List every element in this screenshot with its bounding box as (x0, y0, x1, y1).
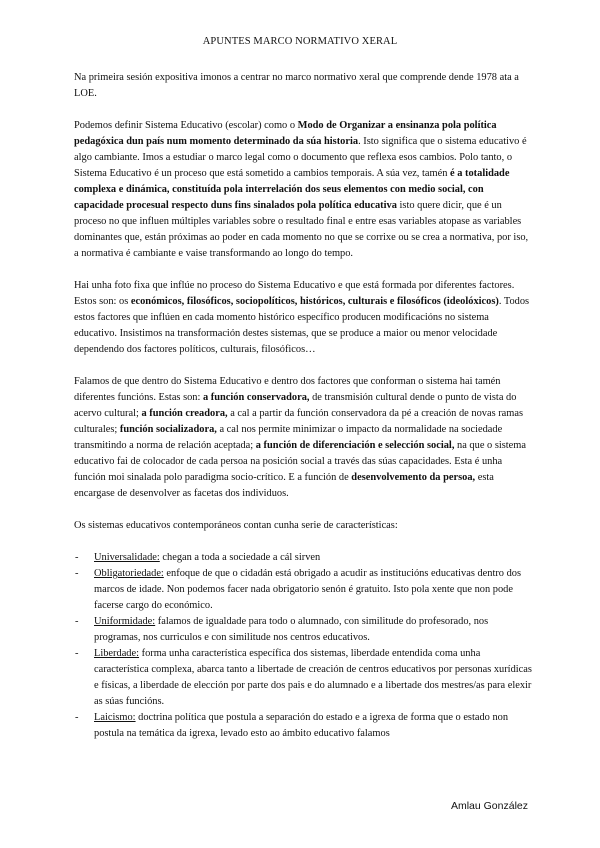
bold-run: a función de diferenciación e selección social, (255, 440, 455, 451)
text-run: de transmisión cultural dende o punto de vista do acervo cultural; (74, 392, 517, 419)
bold-run: función socializadora, (119, 424, 217, 435)
list-item-term: Uniformidade: (94, 616, 156, 627)
list-item (94, 710, 532, 742)
list-item (94, 646, 532, 710)
bold-run: é a totalidade complexa e dinámica, constituída pola interrelación dos seus elementos con medio social, con capacidade procesual respecto duns fins sinalados pola política educativa (74, 168, 510, 211)
list-item-term: Universalidade: (94, 552, 160, 563)
author-footer: Amlau González (450, 800, 528, 812)
list-item-text: enfoque de que o cidadán está obrigado a acudir as institucións educativas dentro dos marcos de idade. Non podemos facer nada obrigatorio senón é gratuito. Isto pola xente que non pode facerse cargo do económico. (94, 568, 522, 611)
bold-run: a función creadora, (141, 408, 228, 419)
page-title: APUNTES MARCO NORMATIVO XERAL (202, 36, 398, 47)
bold-run: desenvolvemento da persoa, (351, 472, 476, 483)
bold-run: a función conservadora, (203, 392, 310, 403)
text-run: Hai unha foto fixa que inflúe no proceso do Sistema Educativo e que está formada por diferentes factores. Estos son: os (74, 280, 515, 307)
text-run: . Isto significa que o sistema educativo é algo cambiante. Imos a estudiar o marco legal como o documento que reflexa esos cambios. Polo tanto, o Sistema Educativo é un proceso que está sometido a cambios temporais. A súa vez, tamén (74, 136, 527, 179)
text-run: Falamos de que dentro do Sistema Educativo e dentro dos factores que conforman o sistema hai tamén diferentes funcións. Estas son: (74, 376, 501, 403)
text-run: a cal a partir da función conservadora da pé a creación de novas ramas culturales; (74, 408, 524, 435)
list-item-text: falamos de igualdade para todo o alumnado, con similitude do profesorado, nos programas, nos curriculos e con similitude nos centros educativos. (94, 616, 489, 643)
text-run: a cal nos permite minimizar o impacto da normalidade na sociedade transmitindo a norma de relación aceptada; (74, 424, 503, 451)
bold-run: Modo de Organizar a ensinanza pola política pedagóxica dun país num momento determinado da súa historia (74, 120, 497, 147)
paragraph-factors (74, 278, 532, 358)
text-run: isto quere dicir, que é un proceso no que influen múltiples variables sobre o resultado final e entre esas variables atopase as variables dominantes que, están próximas ao poder en cada momento no que se corrixe ou se crea a normativa, por iso, a normativa é cambiante e vaise transformando ao longo do tempo. (74, 200, 529, 259)
paragraph-characteristics-intro: Os sistemas educativos contemporáneos contan cunha serie de características: (74, 520, 398, 531)
paragraph-definition (74, 118, 532, 262)
list-item (94, 614, 532, 646)
document-body (74, 70, 532, 742)
list-item-text: doctrina política que postula a separación do estado e a igrexa de forma que o estado non postula na temática da igrexa, levado esto ao ámbito educativo falamos (94, 712, 509, 739)
paragraph-intro: Na primeira sesión expositiva imonos a centrar no marco normativo xeral que comprende dende 1978 ata a LOE. (74, 72, 519, 99)
list-item-text: chegan a toda a sociedade a cál sirven (159, 552, 321, 563)
list-item-term: Obligatoriedade: (94, 568, 164, 579)
text-run: esta encargase de desenvolver as facetas dos individuos. (74, 472, 494, 499)
list-item-text: forma unha característica específica dos sistemas, liberdade entendida coma unha característica complexa, abarca tanto a libertade de creación de centros educativos por personas xurídicas e físicas, a liberdade de elección por parte dos pais e do alumnado e a libertade dos mestres/as para elexir as súas funcións. (94, 648, 532, 707)
list-item (94, 550, 532, 566)
text-run: na que o sistema educativo fai de colocador de cada persoa na posición social a través das súas capacidades. Esta é unha función moi sinalada polo paradigma socio-crítico. E a función de (74, 440, 526, 483)
text-run: . Todos estos factores que inflúen en cada momento histórico específico producen modificacións no sistema educativo. Insistimos na transformación destes sistemas, que se produce a maior ou menor velocidade dependendo dos factores políticos, culturais, filosóficos… (74, 296, 530, 355)
text-run: Podemos definir Sistema Educativo (escolar) como o (74, 120, 298, 131)
list-item-term: Liberdade: (94, 648, 140, 659)
list-item (94, 566, 532, 614)
paragraph-functions (74, 374, 532, 502)
bold-run: económicos, filosóficos, sociopolíticos, históricos, culturais e filosóficos (ideolóxicos) (130, 296, 499, 307)
list-item-term: Laicismo: (94, 712, 136, 723)
characteristics-list (74, 550, 532, 742)
